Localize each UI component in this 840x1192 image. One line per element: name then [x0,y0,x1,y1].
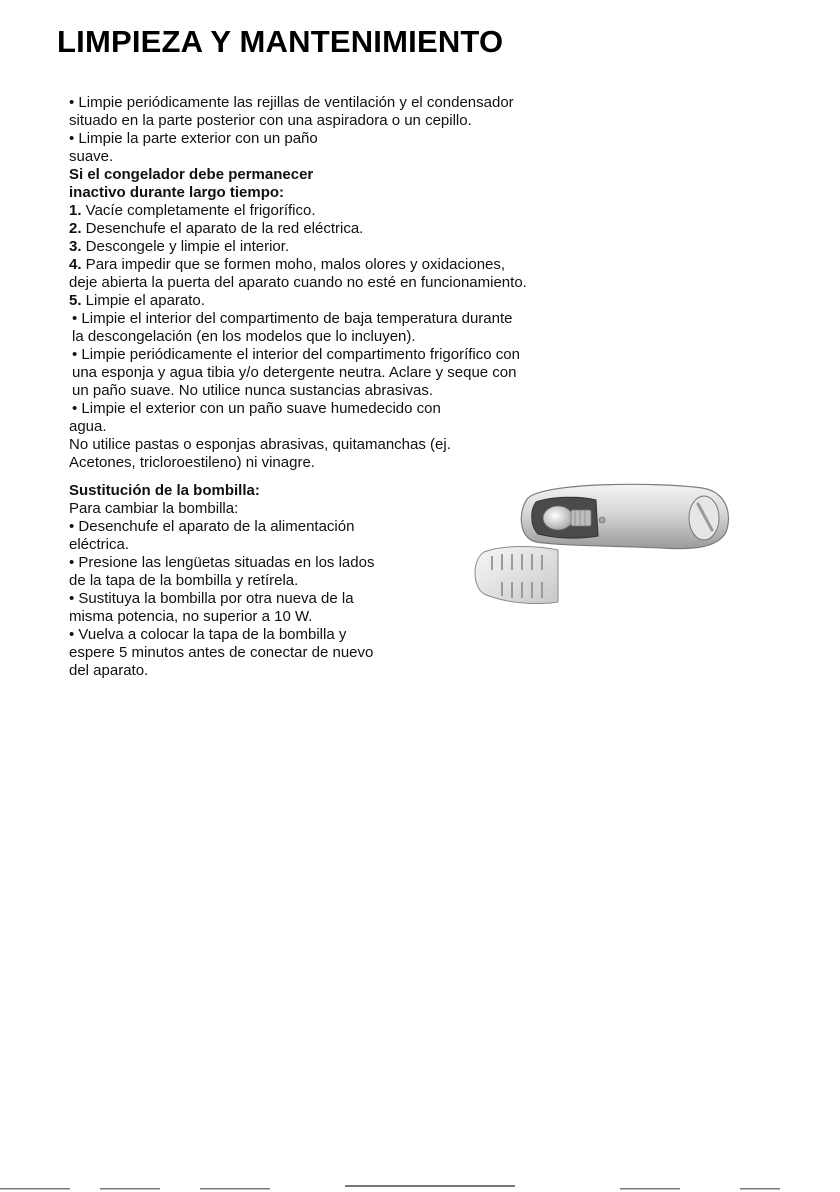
cleaning-line-2: situado en la parte posterior con una aspiradora o un cepillo. [69,112,472,129]
inactive-heading-line-2: inactivo durante largo tiempo: [69,184,285,201]
step-number: 1. [69,202,82,219]
step-text: Descongele y limpie el interior. [81,238,290,255]
bulb-line-3: eléctrica. [69,536,130,553]
footer-strip [0,1184,840,1192]
bulb-line-5: de la tapa de la bombilla y retírela. [69,572,299,589]
inactive-heading-line-1: Si el congelador debe permanecer [69,166,314,183]
bulb-line-9: espere 5 minutos antes de conectar de nuevo [69,644,374,661]
page-title: LIMPIEZA Y MANTENIMIENTO [57,24,504,59]
step-1 [69,202,569,220]
extra-line-1: • Limpie el interior del compartimento de baja temperatura durante [72,310,513,327]
step-text: Para impedir que se formen moho, malos olores y oxidaciones, [81,256,506,273]
bulb-line-10: del aparato. [69,662,149,679]
step-number: 2. [69,220,82,237]
step-4-continued: deje abierta la puerta del aparato cuando no esté en funcionamiento. [69,274,527,291]
bulb-line-7: misma potencia, no superior a 10 W. [69,608,313,625]
bulb-line-8: • Vuelva a colocar la tapa de la bombilla y [69,626,347,643]
step-3 [69,238,569,256]
extra-line-5: un paño suave. No utilice nunca sustancias abrasivas. [72,382,434,399]
bulb-line-2: • Desenchufe el aparato de la alimentación [69,518,355,535]
step-number: 5. [69,292,82,309]
step-4 [69,256,569,274]
step-text: Desenchufe el aparato de la red eléctrica. [81,220,364,237]
cleaning-line-3: • Limpie la parte exterior con un paño [69,130,318,147]
lamp-housing-icon [466,476,736,604]
extra-line-2: la descongelación (en los modelos que lo incluyen). [72,328,416,345]
cleaning-line-4: suave. [69,148,114,165]
bulb-line-6: • Sustituya la bombilla por otra nueva de la [69,590,354,607]
bulb-heading: Sustitución de la bombilla: [69,482,260,499]
extra-line-3: • Limpie periódicamente el interior del compartimento frigorífico con [72,346,520,363]
bulb-line-4: • Presione las lengüetas situadas en los lados [69,554,375,571]
extra-line-9: Acetones, tricloroestileno) ni vinagre. [69,454,315,471]
bulb-line-1: Para cambiar la bombilla: [69,500,239,517]
step-text: Limpie el aparato. [81,292,205,309]
step-number: 3. [69,238,82,255]
extra-line-4: una esponja y agua tibia y/o detergente neutra. Aclare y seque con [72,364,517,381]
cleaning-line-1: • Limpie periódicamente las rejillas de ventilación y el condensador [69,94,514,111]
extra-line-7: agua. [69,418,107,435]
extra-line-6: • Limpie el exterior con un paño suave humedecido con [72,400,441,417]
step-number: 4. [69,256,82,273]
extra-line-8: No utilice pastas o esponjas abrasivas, quitamanchas (ej. [69,436,451,453]
step-5 [69,292,569,310]
step-text: Vacíe completamente el frigorífico. [81,202,316,219]
step-2 [69,220,569,238]
